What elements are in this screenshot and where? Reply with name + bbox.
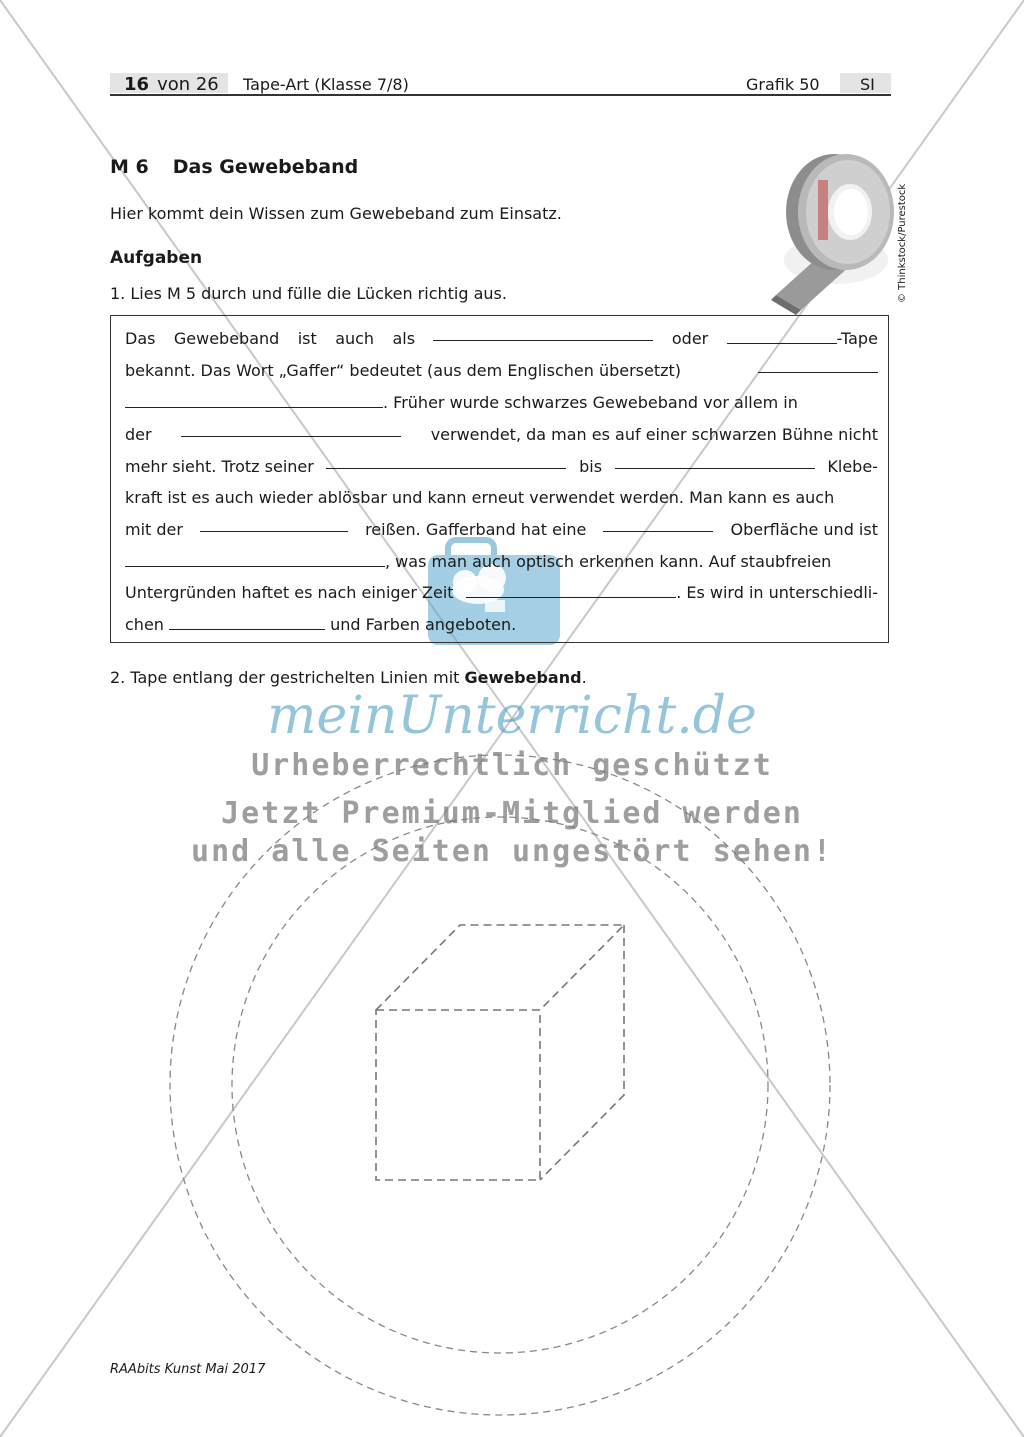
cloze-line-3	[125, 388, 878, 418]
blank-field[interactable]	[181, 420, 401, 437]
header-rule	[110, 94, 891, 96]
task-2	[110, 668, 587, 687]
task-2-suffix: .	[581, 668, 587, 687]
cloze-line-1	[125, 324, 878, 354]
watermark-line-2: Jetzt Premium-Mitglied werden	[221, 796, 803, 831]
footer-source: RAAbits Kunst Mai 2017	[110, 1362, 266, 1377]
cloze-word: ist	[297, 329, 317, 348]
blank-field[interactable]	[326, 452, 566, 469]
cloze-text: Oberfläche und ist	[730, 520, 878, 539]
watermark-brand: meinUnterricht.de	[267, 686, 757, 746]
page-number: 16	[124, 74, 150, 95]
cloze-word: mit der	[125, 520, 183, 539]
blank-field[interactable]	[125, 391, 383, 408]
task-2-text: 2. Tape entlang der gestrichelten Linien mit	[110, 668, 460, 687]
dashed-cube	[376, 925, 624, 1180]
cloze-text: Untergründen haftet es nach einiger Zeit	[125, 583, 454, 602]
cloze-word: Das	[125, 329, 156, 348]
cloze-text: kraft ist es auch wieder ablösbar und kann erneut verwendet werden. Man kann es auch	[125, 488, 835, 507]
blank-field[interactable]	[433, 324, 653, 341]
blank-field[interactable]	[200, 515, 348, 532]
section-number: M 6	[110, 156, 149, 178]
section-heading: Das Gewebeband	[172, 156, 359, 178]
cloze-line-5	[125, 452, 878, 482]
cube-top-face	[376, 925, 624, 1010]
cloze-word: oder	[671, 329, 709, 348]
tape-roll-image	[756, 140, 896, 315]
cloze-text: reißen. Gafferband hat eine	[365, 520, 587, 539]
cloze-word: bis	[579, 457, 603, 476]
cloze-line-2	[125, 356, 878, 386]
dashed-circle-inner	[232, 817, 768, 1353]
cloze-text: . Früher wurde schwarzes Gewebeband vor allem in	[383, 393, 798, 412]
cloze-line-4	[125, 420, 878, 450]
blank-field[interactable]	[125, 550, 385, 567]
watermark-line-1: Urheberrechtlich geschützt	[251, 748, 773, 783]
cloze-text: mehr sieht. Trotz seiner	[125, 457, 314, 476]
header-page-indicator	[124, 74, 219, 95]
page-total: von 26	[157, 74, 219, 95]
cloze-word: Klebe-	[827, 457, 878, 476]
blank-field[interactable]	[169, 613, 325, 630]
cloze-text: . Es wird in unterschiedli-	[676, 583, 878, 602]
cube-front-face	[376, 1010, 540, 1180]
blank-field[interactable]	[758, 356, 878, 373]
header-title: Tape-Art (Klasse 7/8)	[243, 75, 409, 94]
intro-text: Hier kommt dein Wissen zum Gewebeband zum Einsatz.	[110, 204, 562, 223]
tasks-heading: Aufgaben	[110, 248, 203, 268]
cloze-word: als	[392, 329, 416, 348]
blank-field[interactable]	[727, 327, 837, 344]
cloze-line-8	[125, 547, 878, 577]
cloze-text: und Farben angeboten.	[330, 615, 517, 634]
header-grafik: Grafik 50	[746, 75, 820, 94]
cloze-text: verwendet, da man es auf einer schwarzen Bühne nicht	[430, 425, 878, 444]
cloze-text: bekannt. Das Wort „Gaffer“ bedeutet (aus dem Englischen übersetzt)	[125, 361, 682, 380]
cloze-text-box	[110, 315, 889, 643]
cloze-word: chen	[125, 615, 164, 634]
cloze-text: , was man auch optisch erkennen kann. Auf staubfreien	[385, 552, 832, 571]
header-level: SI	[860, 75, 875, 94]
cloze-word: -Tape	[836, 329, 878, 348]
cloze-line-10	[125, 610, 878, 640]
cloze-line-9	[125, 578, 878, 608]
blank-field[interactable]	[615, 452, 815, 469]
task-1: 1. Lies M 5 durch und fülle die Lücken richtig aus.	[110, 284, 507, 303]
cloze-word: Gewebeband	[173, 329, 280, 348]
watermark-line-3: und alle Seiten ungestört sehen!	[191, 834, 833, 869]
image-credit: © Thinkstock/Purestock	[897, 183, 908, 303]
cloze-line-7	[125, 515, 878, 545]
cloze-word: auch	[335, 329, 375, 348]
blank-field[interactable]	[466, 581, 676, 598]
cloze-line-6	[125, 483, 878, 513]
task-2-bold: Gewebeband	[464, 668, 582, 687]
blank-field[interactable]	[603, 515, 713, 532]
section-title	[110, 156, 358, 178]
cube-side-face	[540, 925, 624, 1180]
cloze-word: der	[125, 425, 152, 444]
